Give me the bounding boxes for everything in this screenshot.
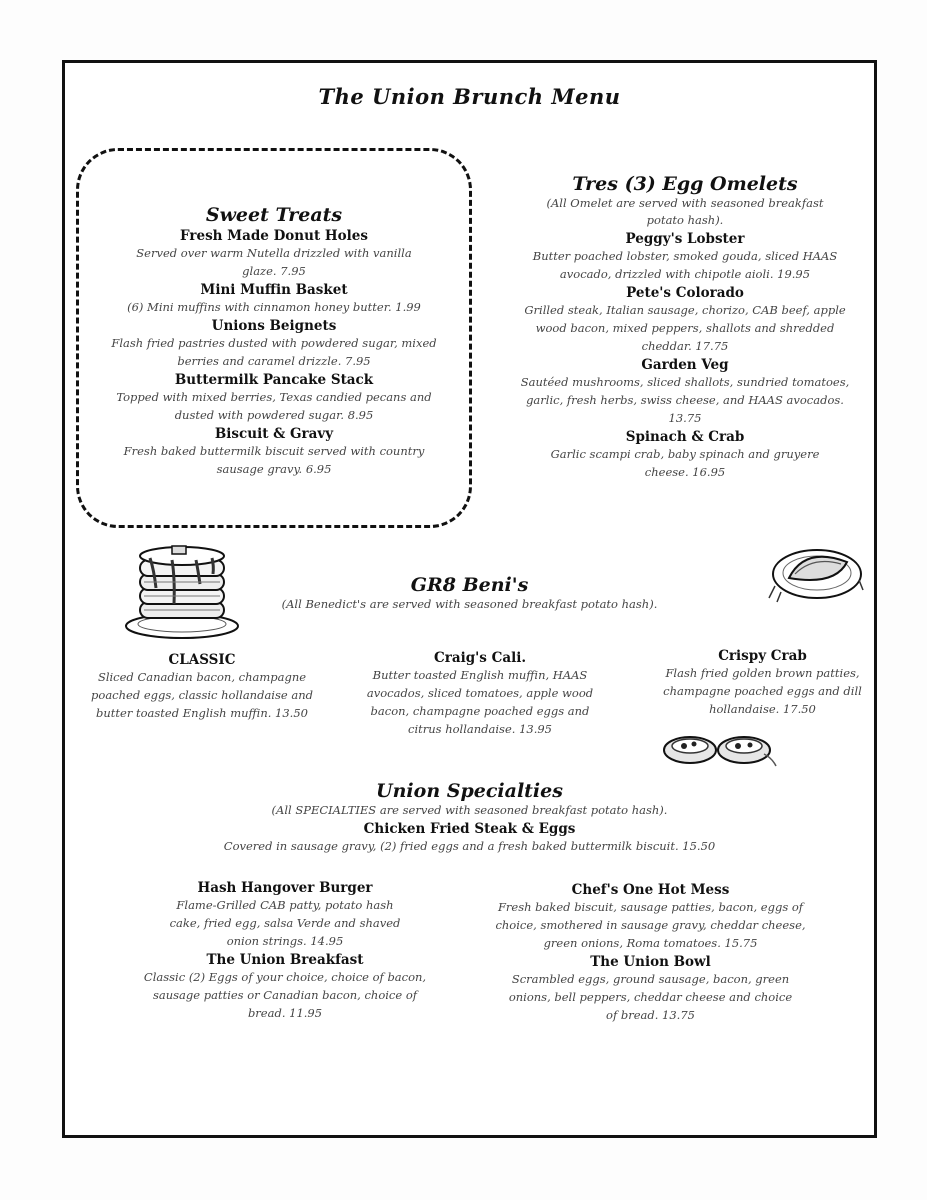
omelets-section xyxy=(515,173,855,481)
beni-item xyxy=(650,646,875,718)
sweet-treat-item xyxy=(95,426,453,478)
item-name: Biscuit & Gravy xyxy=(214,426,334,442)
item-name: Craig's Cali. xyxy=(433,650,527,666)
sweet-treat-item xyxy=(95,372,453,424)
specialty-item xyxy=(488,882,813,952)
omelets-title: Tres (3) Egg Omelets xyxy=(572,173,798,195)
omelets-note: (All Omelet are served with seasoned breakfast potato hash). xyxy=(546,196,824,227)
omelet-item xyxy=(515,357,855,427)
specialties-note: (All SPECIALTIES are served with seasoned breakfast potato hash). xyxy=(271,803,668,817)
specialties-section xyxy=(62,780,877,855)
item-name: Mini Muffin Basket xyxy=(200,282,348,298)
item-name: Fresh Made Donut Holes xyxy=(180,228,368,244)
item-name: Spinach & Crab xyxy=(625,429,745,445)
beni-item xyxy=(360,648,600,738)
item-desc: Topped with mixed berries, Texas candied pecans and dusted with powdered sugar. 8.95 xyxy=(116,390,432,422)
sweet-treat-item xyxy=(95,282,453,316)
item-name: Buttermilk Pancake Stack xyxy=(174,372,374,388)
item-name: Pete's Colorado xyxy=(626,285,744,301)
item-name: Unions Beignets xyxy=(211,318,337,334)
item-desc: Covered in sausage gravy, (2) fried eggs and a fresh baked buttermilk biscuit. 15.50 xyxy=(223,839,716,853)
specialty-item xyxy=(130,952,440,1022)
omelet-item xyxy=(515,231,855,283)
specialties-title: Union Specialties xyxy=(376,780,563,802)
item-desc: Flame-Grilled CAB patty, potato hash cake, fried egg, salsa Verde and shaved onion strings. 14.95 xyxy=(169,898,401,948)
beni-item xyxy=(84,650,320,722)
benis-title: GR8 Beni's xyxy=(410,574,529,596)
specialties-right-column xyxy=(488,880,813,1024)
item-desc: (6) Mini muffins with cinnamon honey butter. 1.99 xyxy=(127,300,421,314)
sweet-treat-item xyxy=(95,318,453,370)
item-desc: Classic (2) Eggs of your choice, choice of bacon, sausage patties or Canadian bacon, choice of bread. 11.95 xyxy=(143,970,427,1020)
menu-title: The Union Brunch Menu xyxy=(318,84,621,109)
benis-section xyxy=(62,574,877,613)
item-desc: Sliced Canadian bacon, champagne poached eggs, classic hollandaise and butter toasted English muffin. 13.50 xyxy=(91,670,313,720)
item-desc: Butter poached lobster, smoked gouda, sliced HAAS avocado, drizzled with chipotle aioli. 19.95 xyxy=(532,249,838,281)
item-desc: Fresh baked biscuit, sausage patties, bacon, eggs of choice, smothered in sausage gravy, cheddar cheese, green onions, Roma tomatoes. 15.75 xyxy=(495,900,806,950)
sweet-treats-section xyxy=(95,204,453,478)
item-name: Peggy's Lobster xyxy=(625,231,745,247)
item-name: The Union Breakfast xyxy=(206,952,364,968)
specialty-item xyxy=(130,880,440,950)
crab-cakes-illustration xyxy=(660,726,785,770)
item-name: Garden Veg xyxy=(641,357,729,373)
sweet-treat-item xyxy=(95,228,453,280)
item-name: Hash Hangover Burger xyxy=(197,880,373,896)
item-desc: Butter toasted English muffin, HAAS avocados, sliced tomatoes, apple wood bacon, champagne poached eggs and citrus hollandaise. 13.95 xyxy=(366,668,594,736)
benis-note: (All Benedict's are served with seasoned breakfast potato hash). xyxy=(281,597,658,611)
sweet-treats-title: Sweet Treats xyxy=(205,204,343,226)
item-name: Crispy Crab xyxy=(718,648,807,664)
item-desc: Garlic scampi crab, baby spinach and gruyere cheese. 16.95 xyxy=(550,447,820,479)
omelet-item xyxy=(515,429,855,481)
item-desc: Flash fried pastries dusted with powdered sugar, mixed berries and caramel drizzle. 7.95 xyxy=(111,336,437,368)
item-desc: Sautéed mushrooms, sliced shallots, sundried tomatoes, garlic, fresh herbs, swiss cheese, and HAAS avocados. 13.75 xyxy=(520,375,850,425)
item-desc: Fresh baked buttermilk biscuit served with country sausage gravy. 6.95 xyxy=(123,444,425,476)
item-desc: Grilled steak, Italian sausage, chorizo, CAB beef, apple wood bacon, mixed peppers, shallots and shredded cheddar. 17.75 xyxy=(524,303,846,353)
specialties-left-column xyxy=(130,878,440,1022)
item-name: Chef's One Hot Mess xyxy=(571,882,730,898)
specialty-item xyxy=(488,954,813,1024)
item-name: CLASSIC xyxy=(168,652,236,668)
item-desc: Flash fried golden brown patties, champagne poached eggs and dill hollandaise. 17.50 xyxy=(663,666,862,716)
item-desc: Served over warm Nutella drizzled with vanilla glaze. 7.95 xyxy=(136,246,412,278)
item-name: Chicken Fried Steak & Eggs xyxy=(363,821,576,837)
item-desc: Scrambled eggs, ground sausage, bacon, green onions, bell peppers, cheddar cheese and choice of bread. 13.75 xyxy=(508,972,793,1022)
item-name: The Union Bowl xyxy=(590,954,711,970)
omelet-item xyxy=(515,285,855,355)
